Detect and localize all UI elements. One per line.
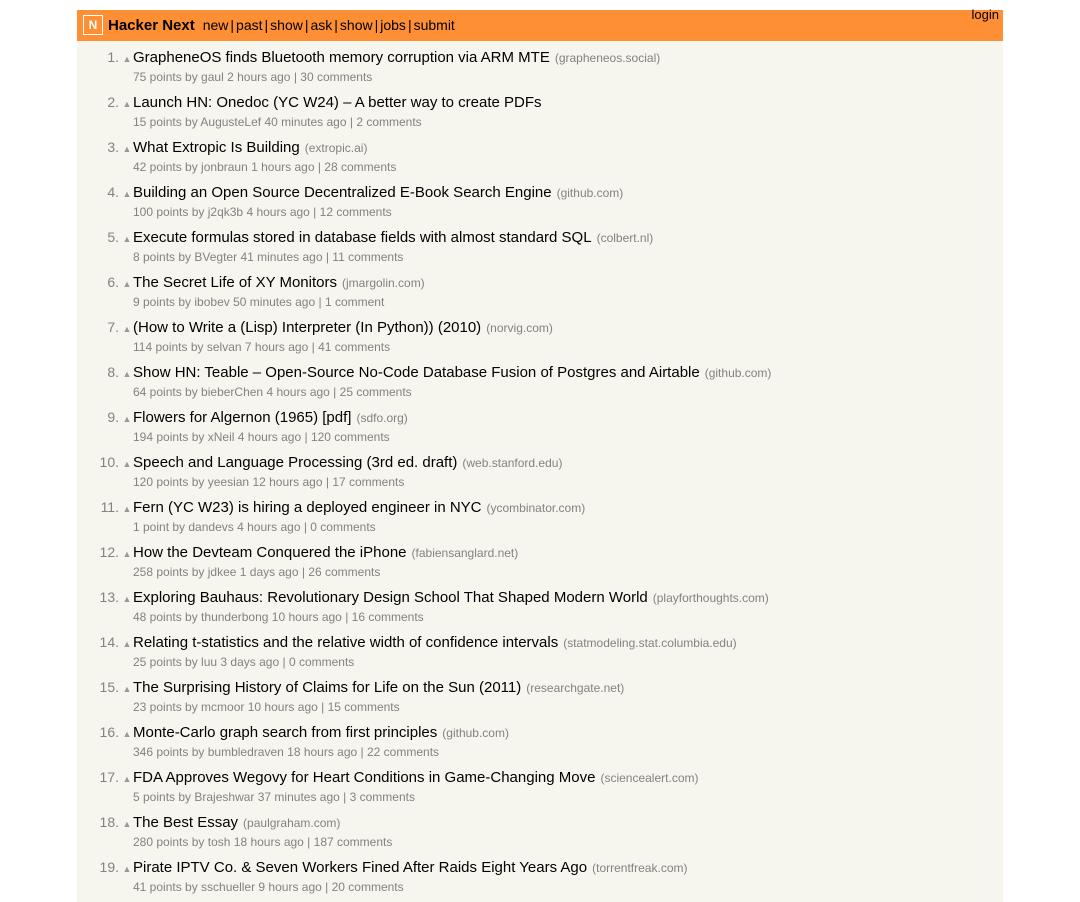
upvote-triangle-icon[interactable]: ▲ [122,144,132,154]
story-title-link[interactable]: Launch HN: Onedoc (YC W24) – A better way to create PDFs [133,94,542,111]
story-title-link[interactable]: The Surprising History of Claims for Life on the Sun (2011) [133,679,522,696]
story-title-line [77,272,1003,295]
story-points: 41 points [133,880,182,894]
story-rank: 13. [99,589,119,605]
nav-separator: | [374,17,379,33]
story-title-line [77,722,1003,745]
story-age[interactable]: 4 hours ago [237,520,301,534]
story-author[interactable]: by jdkee [191,565,237,579]
story-subline: 23 points by mcmoor 10 hours ago | 15 comments [133,700,400,714]
story-rank: 3. [107,139,119,155]
nav-item-new[interactable]: new [202,17,229,33]
content-wrapper [77,7,1003,902]
upvote-triangle-icon[interactable]: ▲ [122,279,132,289]
story-title-link[interactable]: Exploring Bauhaus: Revolutionary Design School That Shaped Modern World [133,589,648,606]
story-author[interactable]: by Brajeshwar [178,790,255,804]
story-domain[interactable]: (paulgraham.com) [243,816,341,830]
story-domain[interactable]: (grapheneos.social) [554,51,661,65]
story-author[interactable]: by gaul [185,70,224,84]
story-title-line [77,632,1003,655]
story-age[interactable]: 4 hours ago [246,205,310,219]
story-points: 100 points [133,205,189,219]
story-rank: 14. [99,634,119,650]
nav-item-show[interactable]: show [270,17,303,33]
story-author[interactable]: by mcmoor [185,700,245,714]
story-comments-link[interactable]: 20 comments [331,880,404,894]
login-link[interactable]: login [971,7,999,22]
story-item [77,767,1003,812]
story-points: 258 points [133,565,189,579]
story-rank: 8. [107,364,119,380]
story-title-line [77,857,1003,880]
story-title-link[interactable]: Speech and Language Processing (3rd ed. draft) [133,454,458,471]
story-age[interactable]: 40 minutes ago [264,115,347,129]
nav-item-submit[interactable]: submit [413,17,455,33]
story-points: 5 points [133,790,176,804]
story-age[interactable]: 37 minutes ago [257,790,340,804]
story-comments-link[interactable]: 15 comments [327,700,400,714]
story-age[interactable]: 3 days ago [220,655,280,669]
story-author[interactable]: by tosh [191,835,231,849]
story-item [77,317,1003,362]
story-rank: 1. [107,49,119,65]
story-subline: 41 points by sschueller 9 hours ago | 20 comments [133,880,404,894]
story-item [77,497,1003,542]
story-points: 120 points [133,475,189,489]
story-title-line [77,677,1003,700]
story-subline: 114 points by selvan 7 hours ago | 41 comments [133,340,391,354]
story-item [77,857,1003,902]
story-title-link[interactable]: (How to Write a (Lisp) Interpreter (In Python)) (2010) [133,319,482,336]
story-rank: 15. [99,679,119,695]
site-title[interactable]: Hacker Next [108,16,195,34]
story-title-line [77,812,1003,835]
story-item [77,722,1003,767]
nav-separator: | [264,17,269,33]
story-item [77,407,1003,452]
story-subline: 75 points by gaul 2 hours ago | 30 comments [133,70,373,84]
story-comments-link[interactable]: 187 comments [313,835,393,849]
story-subline: 9 points by ibobev 50 minutes ago | 1 comment [133,295,385,309]
story-item [77,227,1003,272]
story-comments-link[interactable]: 41 comments [318,340,391,354]
story-title-link[interactable]: Flowers for Algernon (1965) [pdf] [133,409,352,426]
story-points: 1 point [133,520,170,534]
story-points: 114 points [133,340,188,354]
upvote-triangle-icon[interactable]: ▲ [122,459,132,469]
story-domain[interactable]: (sdfo.org) [356,411,408,425]
story-title-link[interactable]: Building an Open Source Decentralized E-Book Search Engine [133,184,552,201]
story-comments-link[interactable]: 30 comments [300,70,373,84]
story-comments-link[interactable]: 22 comments [367,745,440,759]
site-header [77,7,1003,41]
story-item [77,47,1003,92]
story-title-line [77,542,1003,565]
story-domain[interactable]: (torrentfreak.com) [592,861,688,875]
upvote-triangle-icon[interactable]: ▲ [122,729,132,739]
story-age[interactable]: 10 hours ago [271,610,342,624]
story-author[interactable]: by xNeil [191,430,235,444]
story-subline: 1 point by dandevs 4 hours ago | 0 comments [133,520,376,534]
story-item [77,272,1003,317]
story-points: 48 points [133,610,182,624]
story-subline: 15 points by AugusteLef 40 minutes ago | 2 comments [133,115,422,129]
upvote-triangle-icon[interactable]: ▲ [122,549,132,559]
story-author[interactable]: by luu [185,655,218,669]
story-title-line [77,452,1003,475]
story-subline: 48 points by thunderbong 10 hours ago | 16 comments [133,610,424,624]
story-points: 8 points [133,250,176,264]
story-author[interactable]: by j2qk3b [191,205,244,219]
upvote-triangle-icon[interactable]: ▲ [122,639,132,649]
story-domain[interactable]: (playforthoughts.com) [652,591,769,605]
story-title-link[interactable]: Fern (YC W23) is hiring a deployed engineer in NYC [133,499,482,516]
story-title-line [77,407,1003,430]
story-points: 15 points [133,115,182,129]
story-rank: 18. [99,814,119,830]
story-title-link[interactable]: The Secret Life of XY Monitors [133,274,337,291]
upvote-triangle-icon[interactable]: ▲ [122,684,132,694]
story-item [77,452,1003,497]
story-title-line [77,137,1003,160]
story-comments-link[interactable]: 120 comments [310,430,390,444]
upvote-triangle-icon[interactable]: ▲ [122,594,132,604]
story-age[interactable]: 12 hours ago [252,475,323,489]
story-points: 194 points [133,430,189,444]
story-subline: 194 points by xNeil 4 hours ago | 120 comments [133,430,390,444]
story-author[interactable]: by AugusteLef [185,115,262,129]
story-title-link[interactable]: Relating t-statistics and the relative width of confidence intervals [133,634,559,651]
nav-links [203,17,455,33]
story-domain[interactable]: (web.stanford.edu) [462,456,563,470]
story-rank: 2. [107,94,119,110]
story-comments-link[interactable]: 25 comments [339,385,412,399]
story-comments-link[interactable]: 0 comments [310,520,376,534]
story-comments-link[interactable]: 11 comments [332,250,404,264]
story-rank: 11. [100,499,119,515]
story-rank: 6. [107,274,119,290]
story-age[interactable]: 41 minutes ago [240,250,323,264]
story-age[interactable]: 4 hours ago [266,385,330,399]
story-domain[interactable]: (statmodeling.stat.columbia.edu) [563,636,737,650]
story-title-line [77,92,1003,115]
story-list [77,41,1003,902]
story-age[interactable]: 18 hours ago [233,835,304,849]
story-item [77,182,1003,227]
story-title-line [77,767,1003,790]
story-age[interactable]: 18 hours ago [287,745,358,759]
story-title-link[interactable]: Pirate IPTV Co. & Seven Workers Fined After Raids Eight Years Ago [133,859,588,876]
story-age[interactable]: 1 days ago [239,565,299,579]
story-domain[interactable]: (github.com) [556,186,624,200]
nav-item-past[interactable]: past [236,17,263,33]
story-title-line [77,182,1003,205]
story-age[interactable]: 9 hours ago [258,880,322,894]
story-subline: 280 points by tosh 18 hours ago | 187 comments [133,835,393,849]
story-item [77,92,1003,137]
story-points: 9 points [133,295,176,309]
story-item [77,677,1003,722]
story-item [77,542,1003,587]
story-title-link[interactable]: Show HN: Teable – Open-Source No-Code Database Fusion of Postgres and Airtable [133,364,700,381]
nav-separator: | [230,17,235,33]
story-age[interactable]: 50 minutes ago [233,295,316,309]
story-author[interactable]: by selvan [190,340,242,354]
story-title-line [77,317,1003,340]
upvote-triangle-icon[interactable]: ▲ [122,819,132,829]
story-author[interactable]: by bieberChen [185,385,264,399]
story-author[interactable]: by dandevs [172,520,234,534]
upvote-triangle-icon[interactable]: ▲ [122,369,132,379]
story-author[interactable]: by ibobev [178,295,230,309]
story-subline: 64 points by bieberChen 4 hours ago | 25 comments [133,385,412,399]
story-rank: 12. [99,544,119,560]
story-title-line [77,497,1003,520]
site-logo[interactable]: N [83,15,103,35]
story-points: 25 points [133,655,182,669]
story-points: 75 points [133,70,182,84]
upvote-triangle-icon[interactable]: ▲ [122,189,132,199]
upvote-triangle-icon[interactable]: ▲ [122,99,132,109]
story-title-link[interactable]: How the Devteam Conquered the iPhone [133,544,407,561]
upvote-triangle-icon[interactable]: ▲ [122,54,132,64]
story-age[interactable]: 1 hours ago [251,160,315,174]
story-rank: 9. [107,409,119,425]
upvote-triangle-icon[interactable]: ▲ [122,234,132,244]
story-domain[interactable]: (colbert.nl) [596,231,654,245]
story-age[interactable]: 10 hours ago [247,700,318,714]
story-rank: 5. [107,229,119,245]
story-title-line [77,362,1003,385]
story-title-link[interactable]: The Best Essay [133,814,239,831]
story-title-link[interactable]: GrapheneOS finds Bluetooth memory corruption via ARM MTE [133,49,550,66]
story-comments-link[interactable]: 17 comments [332,475,405,489]
story-age[interactable]: 2 hours ago [227,70,291,84]
story-points: 23 points [133,700,182,714]
nav-item-jobs[interactable]: jobs [380,17,406,33]
story-domain[interactable]: (jmargolin.com) [342,276,425,290]
nav-item-show-2[interactable]: show [339,17,373,33]
story-comments-link[interactable]: 3 comments [349,790,415,804]
story-subline: 258 points by jdkee 1 days ago | 26 comments [133,565,381,579]
story-item [77,812,1003,857]
nav-item-ask[interactable]: ask [310,17,333,33]
story-points: 280 points [133,835,189,849]
story-comments-link[interactable]: 0 comments [288,655,355,669]
story-subline: 5 points by Brajeshwar 37 minutes ago | 3 comments [133,790,415,804]
upvote-triangle-icon[interactable]: ▲ [122,414,132,424]
story-subline: 120 points by yeesian 12 hours ago | 17 comments [133,475,405,489]
story-points: 346 points [133,745,189,759]
upvote-triangle-icon[interactable]: ▲ [122,504,132,514]
story-rank: 16. [99,724,119,740]
story-rank: 10. [99,454,119,470]
story-domain[interactable]: (fabiensanglard.net) [411,546,519,560]
story-author[interactable]: by sschueller [185,880,256,894]
story-points: 64 points [133,385,182,399]
nav-separator: | [407,17,412,33]
story-comments-link[interactable]: 26 comments [308,565,381,579]
story-subline: 25 points by luu 3 days ago | 0 comments [133,655,355,669]
story-author[interactable]: by jonbraun [185,160,248,174]
story-item [77,362,1003,407]
nav-separator: | [334,17,338,33]
story-rank: 4. [107,184,119,200]
story-comments-link[interactable]: 16 comments [351,610,424,624]
story-comments-link[interactable]: 2 comments [356,115,422,129]
story-subline: 346 points by bumbledraven 18 hours ago | 22 comments [133,745,440,759]
upvote-triangle-icon[interactable]: ▲ [122,774,132,784]
story-domain[interactable]: (sciencealert.com) [600,771,699,785]
story-rank: 19. [99,859,119,875]
story-subline: 8 points by BVegter 41 minutes ago | 11 comments [133,250,404,264]
story-author[interactable]: by BVegter [178,250,238,264]
story-item [77,137,1003,182]
story-domain[interactable]: (extropic.ai) [304,141,368,155]
story-title-line [77,47,1003,70]
story-domain[interactable]: (researchgate.net) [526,681,625,695]
story-points: 42 points [133,160,182,174]
story-domain[interactable]: (ycombinator.com) [486,501,586,515]
story-rank: 17. [99,769,119,785]
story-item [77,587,1003,632]
story-title-link[interactable]: Execute formulas stored in database fields with almost standard SQL [133,229,592,246]
story-comments-link[interactable]: 12 comments [319,205,392,219]
story-title-line [77,227,1003,250]
story-subline: 100 points by j2qk3b 4 hours ago | 12 comments [133,205,392,219]
story-domain[interactable]: (norvig.com) [486,321,553,335]
story-item [77,632,1003,677]
story-comments-link[interactable]: 28 comments [324,160,397,174]
story-comments-link[interactable]: 1 comment [324,295,385,309]
upvote-triangle-icon[interactable]: ▲ [122,864,132,874]
story-author[interactable]: by yeesian [191,475,250,489]
story-title-line [77,587,1003,610]
story-author[interactable]: by thunderbong [185,610,269,624]
story-title-link[interactable]: Monte-Carlo graph search from first principles [133,724,438,741]
story-domain[interactable]: (github.com) [442,726,509,740]
story-rank: 7. [107,319,119,335]
story-title-link[interactable]: What Extropic Is Building [133,139,300,156]
story-subline: 42 points by jonbraun 1 hours ago | 28 comments [133,160,397,174]
story-age[interactable]: 7 hours ago [244,340,309,354]
story-author[interactable]: by bumbledraven [191,745,284,759]
nav-separator: | [304,17,309,33]
story-domain[interactable]: (github.com) [704,366,772,380]
story-age[interactable]: 4 hours ago [237,430,302,444]
story-title-link[interactable]: FDA Approves Wegovy for Heart Conditions in Game-Changing Move [133,769,596,786]
upvote-triangle-icon[interactable]: ▲ [122,324,132,334]
